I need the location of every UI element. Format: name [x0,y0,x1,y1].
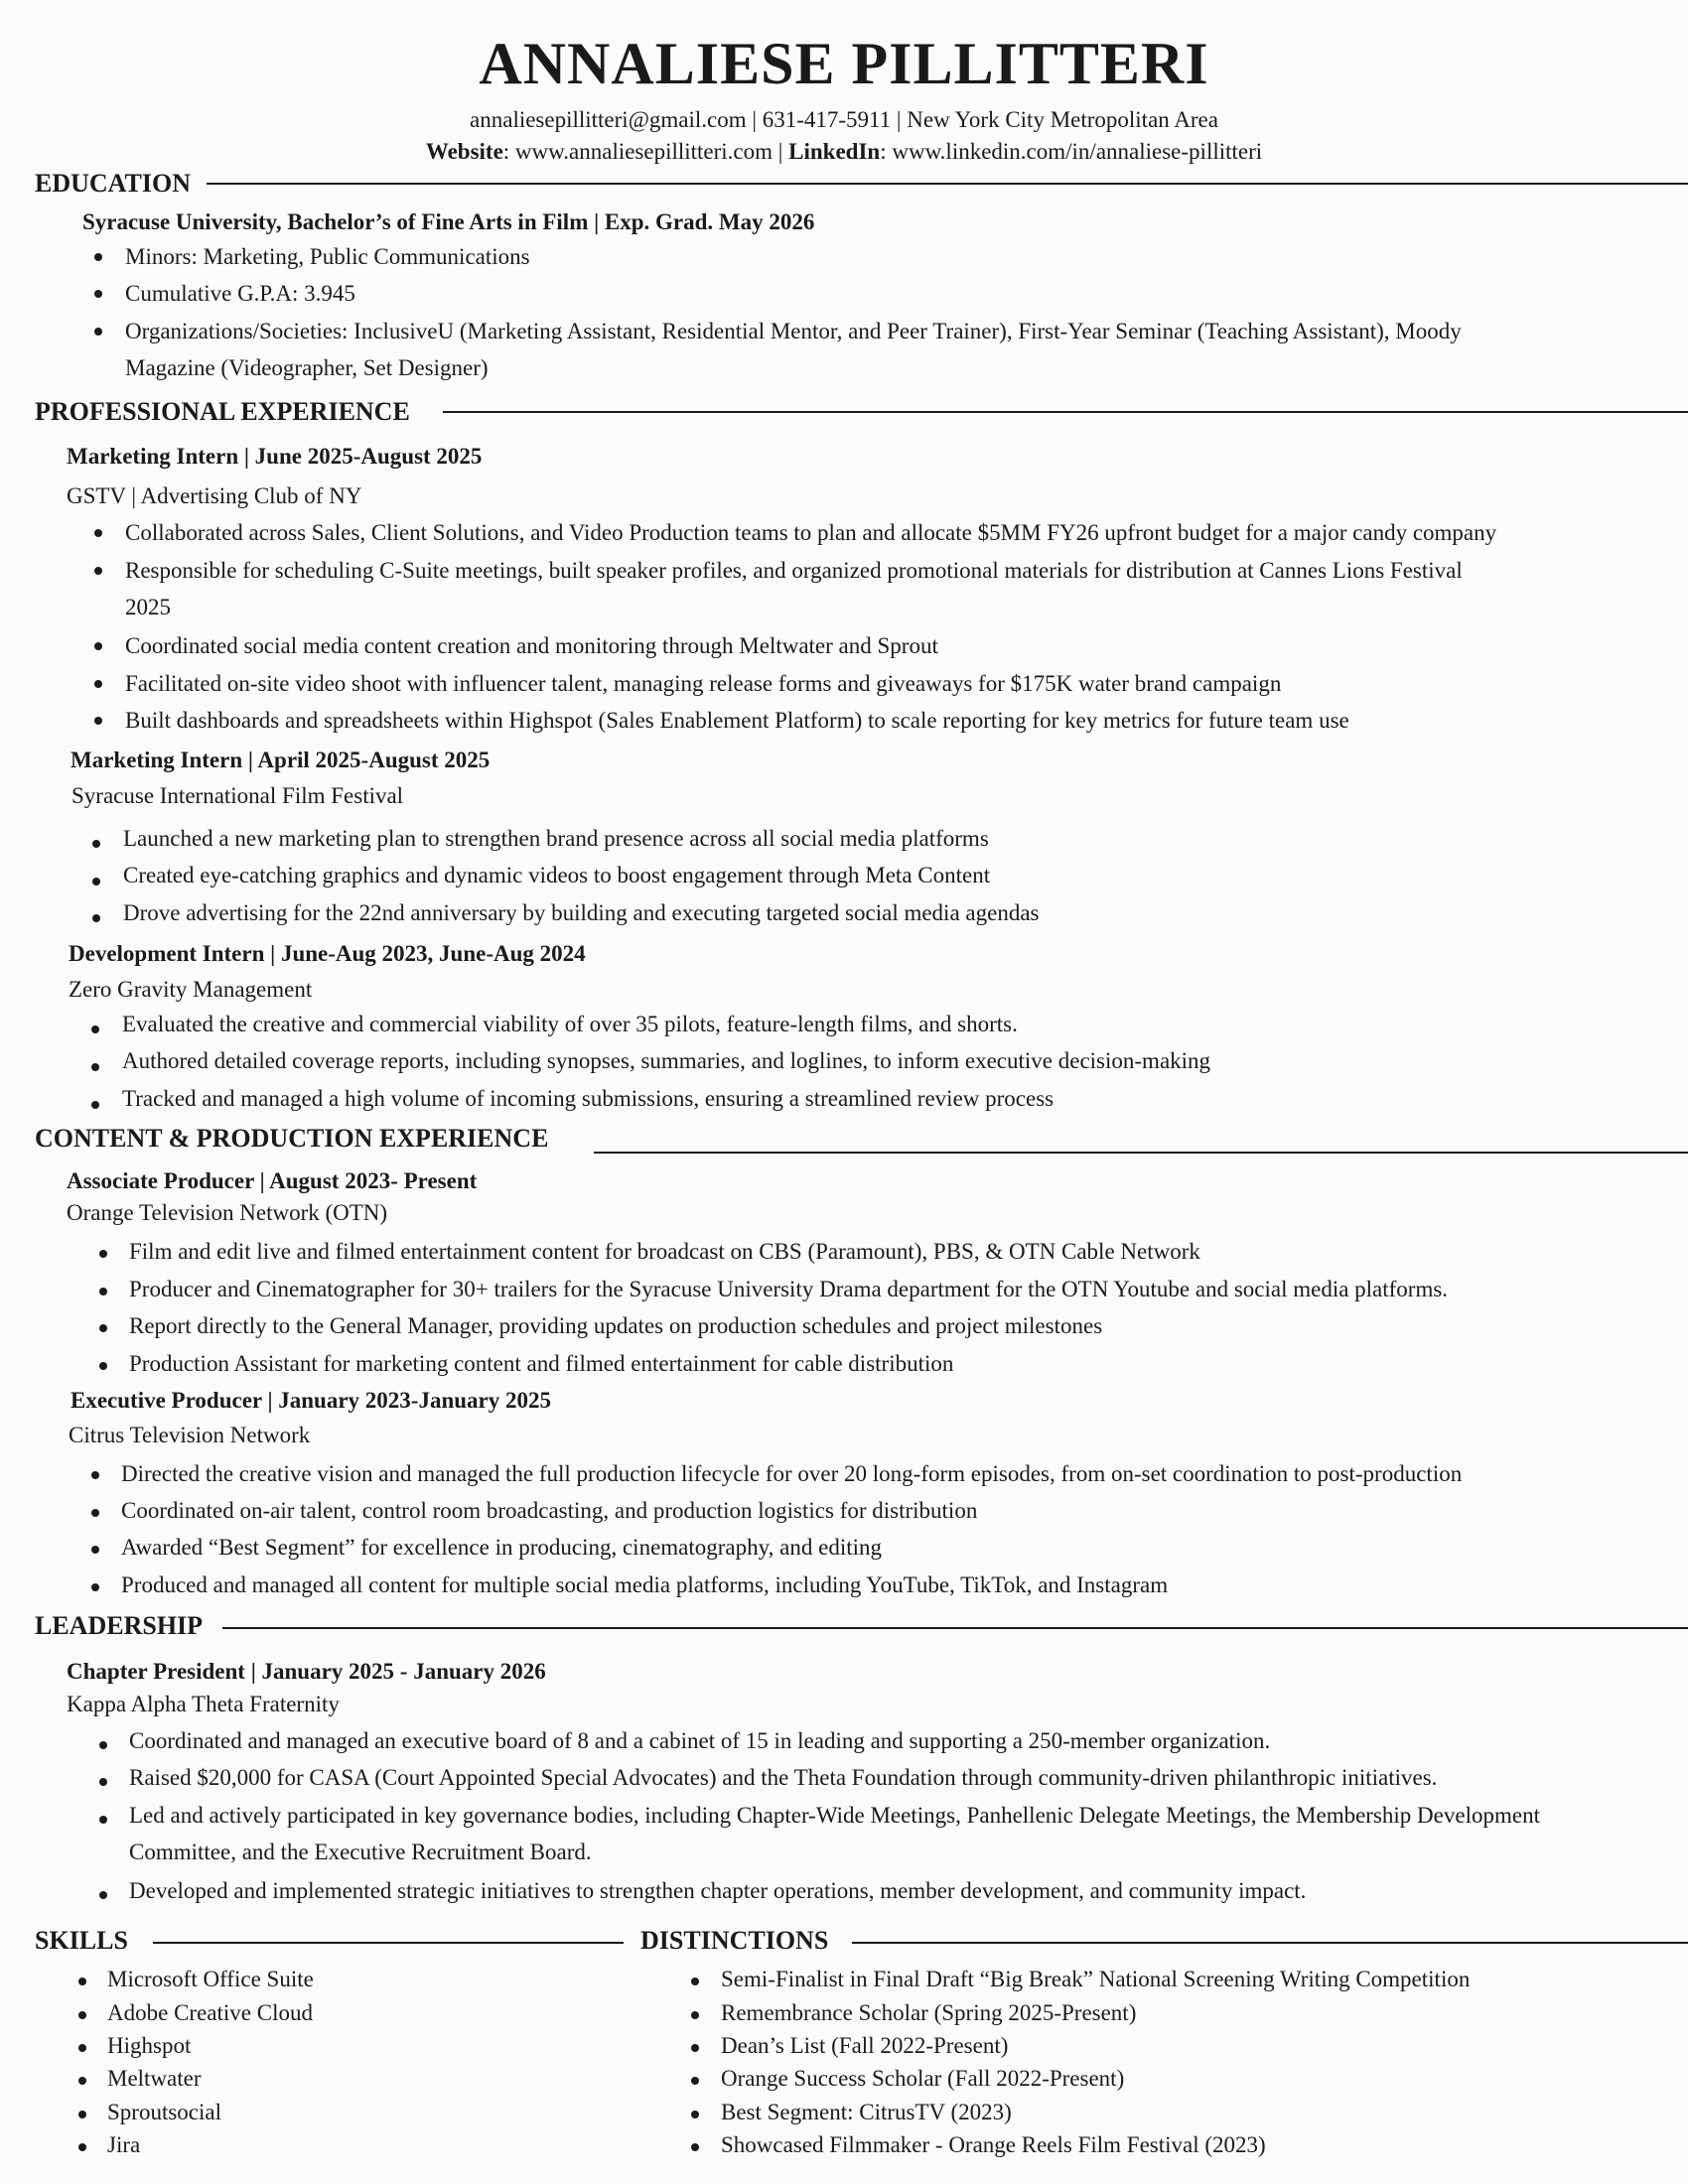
bullet-dot [94,529,102,537]
job-bullet: Report directly to the General Manager, providing updates on production schedules and project milestones [129,1313,1103,1338]
bullet-dot [94,717,102,725]
bullet-dot [99,1778,107,1786]
bullet-dot [91,1025,99,1033]
website-value[interactable]: : www.annaliesepillitteri.com | [502,139,789,164]
bullet-dot [99,1816,107,1824]
job-bullet: Film and edit live and filmed entertainment content for broadcast on CBS (Paramount), PBS, & OTN Cable Network [129,1239,1200,1264]
job-title-siff: Marketing Intern | April 2025-August 2025 [70,748,491,772]
job-title-otn: Associate Producer | August 2023- Present [67,1168,478,1193]
bullet-dot [99,1741,107,1749]
bullet-dot [99,1362,107,1370]
job-bullet: Coordinated on-air talent, control room broadcasting, and production logistics for distribution [121,1498,978,1523]
bullet-dot [92,840,100,848]
skill-item: Meltwater [107,2066,202,2091]
bullet-dot [691,2143,699,2151]
job-bullet: Tracked and managed a high volume of incoming submissions, ensuring a streamlined review process [122,1086,1055,1111]
professional-heading: PROFESSIONAL EXPERIENCE [35,397,410,426]
bullet-dot [91,1509,99,1517]
job-title-citrus: Executive Producer | January 2023-January 2025 [70,1388,551,1413]
bullet-dot [94,290,102,298]
job-org-otn: Orange Television Network (OTN) [67,1200,388,1225]
bullet-dot [94,680,102,688]
job-bullet: Created eye-catching graphics and dynamic videos to boost engagement through Meta Content [123,863,991,887]
bullet-dot [78,2011,86,2019]
leadership-bullet: Developed and implemented strategic initiatives to strengthen chapter operations, member development, and community impact. [129,1878,1307,1903]
bullet-dot [691,2011,699,2019]
linkedin-value[interactable]: : www.linkedin.com/in/annaliese-pillitteri [880,139,1263,164]
distinction-item: Remembrance Scholar (Spring 2025-Present) [721,2000,1137,2025]
education-bullet: Minors: Marketing, Public Communications [125,244,530,269]
bullet-dot [91,1546,99,1554]
leadership-bullet: Raised $20,000 for CASA (Court Appointed Special Advocates) and the Theta Foundation through community-driven philanthropic initiatives. [129,1765,1438,1790]
skill-item: Highspot [107,2033,192,2058]
job-bullet: Facilitated on-site video shoot with influencer talent, managing release forms and giveaways for $175K water brand campaign [125,671,1282,696]
distinction-item: Best Segment: CitrusTV (2023) [721,2100,1012,2124]
job-bullet: Awarded “Best Segment” for excellence in producing, cinematography, and editing [121,1535,882,1560]
skill-item: Jira [107,2132,141,2157]
leadership-org: Kappa Alpha Theta Fraternity [67,1692,340,1716]
bullet-dot [78,2143,86,2151]
linkedin-label: LinkedIn [788,139,881,164]
bullet-dot [99,1891,107,1899]
distinction-item: Showcased Filmmaker - Orange Reels Film Festival (2023) [721,2132,1266,2157]
bullet-dot [91,1101,99,1109]
job-title-zero-gravity: Development Intern | June-Aug 2023, June-Aug 2024 [69,941,586,966]
bullet-dot [94,253,102,261]
bullet-dot [94,567,102,575]
web-links-line [0,137,1688,167]
contact-line: annaliesepillitteri@gmail.com | 631-417-5911 | New York City Metropolitan Area [470,107,1218,132]
website-label: Website [425,139,503,164]
bullet-dot [99,1250,107,1258]
leadership-title: Chapter President | January 2025 - January 2026 [67,1659,546,1684]
bullet-dot [78,2044,86,2052]
job-org-gstv: GSTV | Advertising Club of NY [67,483,362,508]
bullet-dot [78,1978,86,1985]
job-bullet: Authored detailed coverage reports, including synopses, summaries, and loglines, to inform executive decision-making [122,1048,1211,1073]
bullet-dot [99,1288,107,1296]
job-bullet: Evaluated the creative and commercial viability of over 35 pilots, feature-length films, and shorts. [122,1012,1018,1036]
job-bullet: Directed the creative vision and managed the full production lifecycle for over 20 long-form episodes, from on-set coordination to post-production [121,1461,1463,1486]
candidate-name: ANNALIESE PILLITTERI [479,31,1209,96]
bullet-dot [94,642,102,650]
leadership-bullet-continued: Committee, and the Executive Recruitment Board. [129,1840,592,1864]
job-bullet: Launched a new marketing plan to strengthen brand presence across all social media platforms [123,826,989,851]
bullet-dot [91,1583,99,1591]
bullet-dot [691,1978,699,1985]
job-bullet: Coordinated social media content creation and monitoring through Meltwater and Sprout [125,633,938,658]
job-bullet: Built dashboards and spreadsheets within Highspot (Sales Enablement Platform) to scale reporting for key metrics for future team use [125,708,1349,733]
bullet-dot [691,2044,699,2052]
education-degree: Syracuse University, Bachelor’s of Fine Arts in Film | Exp. Grad. May 2026 [82,209,815,234]
education-bullet-continued: Magazine (Videographer, Set Designer) [125,355,489,380]
content-rule [594,1152,1688,1154]
distinction-item: Orange Success Scholar (Fall 2022-Present) [721,2066,1125,2091]
education-heading: EDUCATION [35,169,191,198]
bullet-dot [91,1471,99,1479]
skill-item: Adobe Creative Cloud [107,2000,313,2025]
job-bullet-continued: 2025 [125,595,171,619]
skill-item: Sproutsocial [107,2100,221,2124]
bullet-dot [78,2077,86,2085]
job-title-gstv: Marketing Intern | June 2025-August 2025 [67,444,483,469]
education-bullet: Organizations/Societies: InclusiveU (Marketing Assistant, Residential Mentor, and Peer Trainer), First-Year Seminar (Teaching Assistant), Moody [125,319,1462,343]
bullet-dot [92,914,100,922]
job-org-citrus: Citrus Television Network [69,1423,311,1447]
bullet-dot [94,328,102,336]
distinctions-rule [852,1942,1688,1944]
skills-rule [153,1942,624,1944]
distinction-item: Semi-Finalist in Final Draft “Big Break” National Screening Writing Competition [721,1967,1471,1991]
leadership-bullet: Coordinated and managed an executive board of 8 and a cabinet of 15 in leading and supporting a 250-member organization. [129,1728,1271,1753]
job-bullet: Produced and managed all content for multiple social media platforms, including YouTube, TikTok, and Instagram [121,1572,1169,1597]
job-org-siff: Syracuse International Film Festival [71,783,404,808]
job-bullet: Responsible for scheduling C-Suite meetings, built speaker profiles, and organized promotional materials for distribution at Cannes Lions Festival [125,558,1463,583]
job-bullet: Collaborated across Sales, Client Solutions, and Video Production teams to plan and allocate $5MM FY26 upfront budget for a major candy company [125,520,1497,545]
skills-heading: SKILLS [35,1926,128,1955]
leadership-bullet: Led and actively participated in key governance bodies, including Chapter-Wide Meetings, Panhellenic Delegate Meetings, the Membership Development [129,1803,1540,1828]
leadership-heading: LEADERSHIP [35,1611,204,1640]
professional-rule [443,411,1688,413]
content-heading: CONTENT & PRODUCTION EXPERIENCE [35,1124,549,1153]
job-bullet: Drove advertising for the 22nd anniversary by building and executing targeted social media agendas [123,900,1040,925]
job-org-zero-gravity: Zero Gravity Management [69,977,313,1002]
job-bullet: Production Assistant for marketing content and filmed entertainment for cable distribution [129,1351,954,1376]
leadership-rule [222,1627,1688,1629]
bullet-dot [691,2077,699,2085]
education-bullet: Cumulative G.P.A: 3.945 [125,281,355,306]
distinction-item: Dean’s List (Fall 2022-Present) [721,2033,1009,2058]
job-bullet: Producer and Cinematographer for 30+ trailers for the Syracuse University Drama department for the OTN Youtube and social media platforms. [129,1277,1449,1301]
bullet-dot [99,1324,107,1332]
bullet-dot [78,2111,86,2118]
bullet-dot [91,1063,99,1071]
bullet-dot [92,878,100,886]
skill-item: Microsoft Office Suite [107,1967,314,1991]
education-rule [207,183,1688,185]
bullet-dot [691,2111,699,2118]
distinctions-heading: DISTINCTIONS [640,1926,829,1955]
